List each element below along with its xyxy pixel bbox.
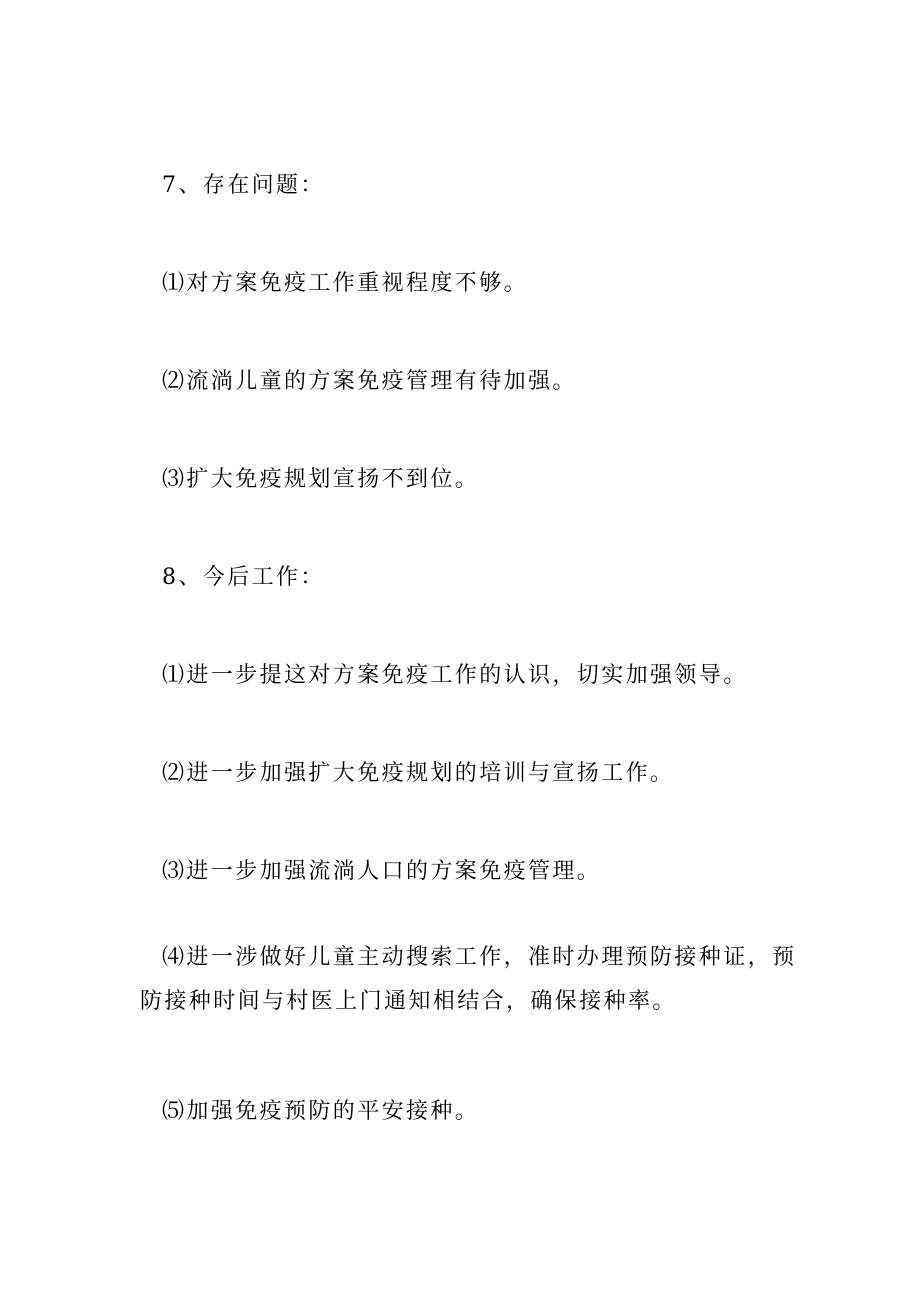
problem-item-1: ⑴对方案免疫工作重视程度不够。 — [162, 271, 529, 296]
section-heading-problems: 7、存在问题： — [162, 173, 325, 198]
problem-item-3: ⑶扩大免疫规划宣扬不到位。 — [162, 467, 480, 492]
problem-item-2: ⑵流淌儿童的方案免疫管理有待加强。 — [162, 369, 577, 394]
future-work-item-2: ⑵进一步加强扩大免疫规划的培训与宣扬工作。 — [162, 761, 675, 786]
future-work-item-5: ⑸加强免疫预防的平安接种。 — [162, 1099, 480, 1124]
section-heading-future-work: 8、今后工作： — [162, 565, 325, 590]
future-work-item-4: ⑷进一涉做好儿童主动搜索工作，准时办理预防接种证，预防接种时间与村医上门通知相结合，确保接种率。 — [140, 945, 797, 1014]
future-work-item-3: ⑶进一步加强流淌人口的方案免疫管理。 — [162, 859, 602, 884]
future-work-item-1: ⑴进一步提这对方案免疫工作的认识，切实加强领导。 — [162, 663, 748, 688]
